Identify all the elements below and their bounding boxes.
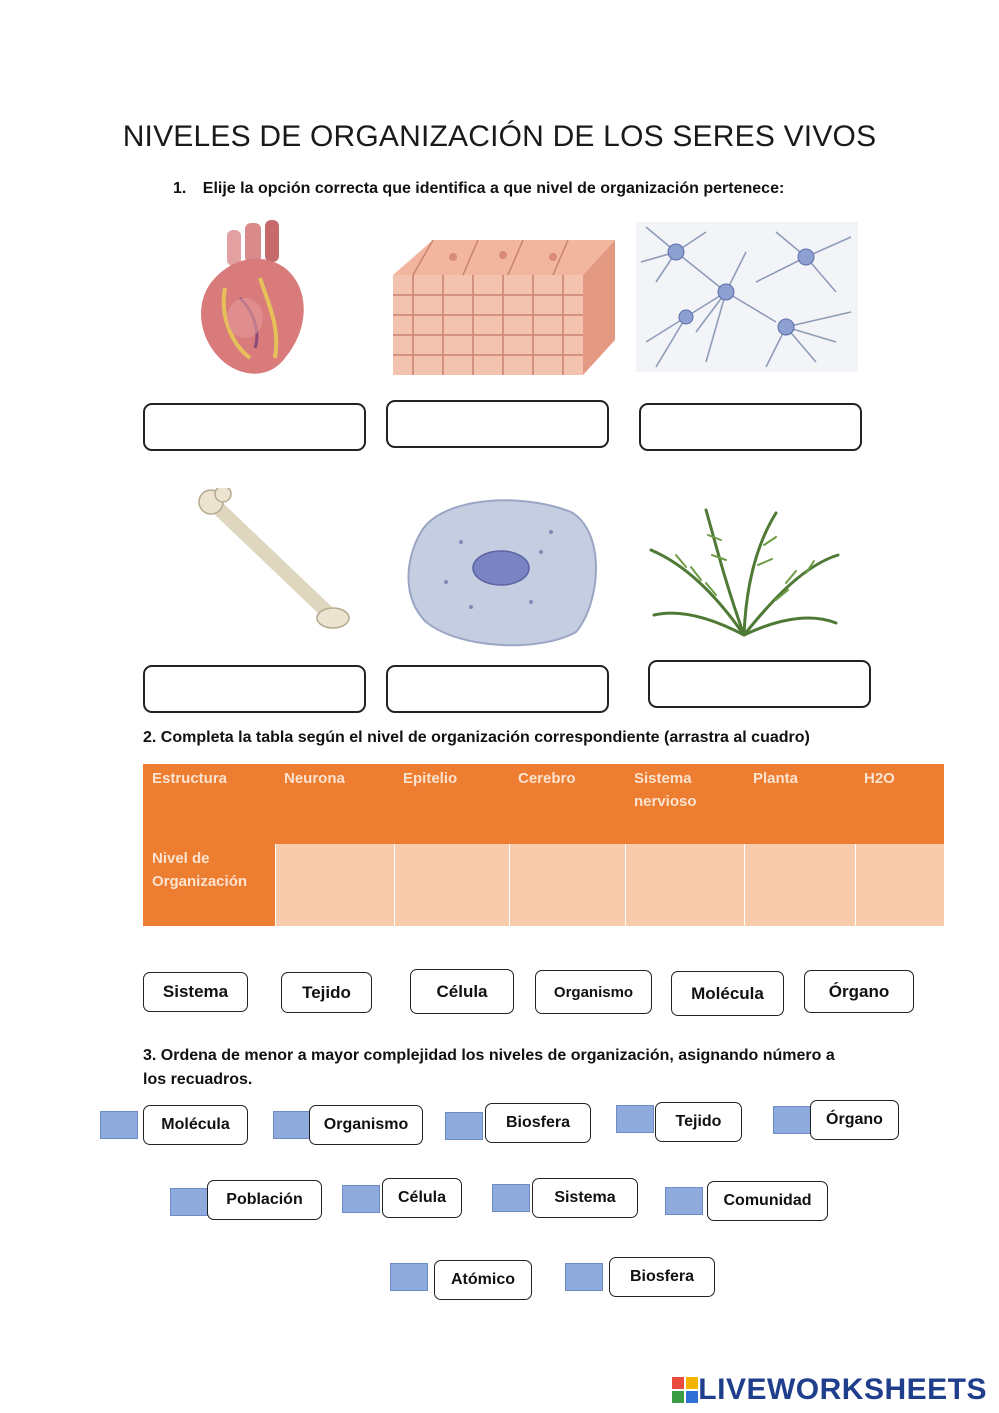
drop-cell-cerebro[interactable] — [509, 844, 625, 926]
order-item-celula: Célula — [382, 1178, 462, 1218]
order-number-box[interactable] — [390, 1263, 428, 1291]
order-item-atomico: Atómico — [434, 1260, 532, 1300]
answer-box-heart[interactable] — [143, 403, 366, 451]
table-header-cell: H2O — [855, 764, 944, 844]
epithelium-tissue-image — [393, 235, 615, 385]
order-item-poblacion: Población — [207, 1180, 322, 1220]
drag-option-tejido[interactable]: Tejido — [281, 972, 372, 1013]
bone-image — [193, 488, 353, 638]
answer-box-plant[interactable] — [648, 660, 871, 708]
order-item-biosfera: Biosfera — [485, 1103, 591, 1143]
table-header-cell: Neurona — [275, 764, 394, 844]
order-item-molecula: Molécula — [143, 1105, 248, 1145]
neurons-image — [636, 222, 858, 372]
drag-option-molecula[interactable]: Molécula — [671, 971, 784, 1016]
order-item-biosfera-2: Biosfera — [609, 1257, 715, 1297]
order-number-box[interactable] — [616, 1105, 654, 1133]
order-number-box[interactable] — [665, 1187, 703, 1215]
order-number-box[interactable] — [492, 1184, 530, 1212]
logo-text: LIVEWORKSHEETS — [698, 1373, 987, 1406]
order-number-box[interactable] — [342, 1185, 380, 1213]
order-number-box[interactable] — [565, 1263, 603, 1291]
order-item-comunidad: Comunidad — [707, 1181, 828, 1221]
drop-cell-h2o[interactable] — [855, 844, 944, 926]
table-header-cell: Epitelio — [394, 764, 509, 844]
question-3 — [143, 1044, 835, 1092]
liveworksheets-logo — [672, 1373, 987, 1407]
drop-cell-planta[interactable] — [744, 844, 855, 926]
question-3-line-2: los recuadros. — [143, 1071, 253, 1088]
drag-option-organo[interactable]: Órgano — [804, 970, 914, 1013]
order-number-box[interactable] — [100, 1111, 138, 1139]
organization-table — [143, 764, 944, 926]
table-row-label: Nivel de Organización — [143, 844, 275, 926]
order-number-box[interactable] — [773, 1106, 811, 1134]
table-header-cell: Sistema nervioso — [625, 764, 744, 844]
order-item-sistema: Sistema — [532, 1178, 638, 1218]
question-1-text: Elije la opción correcta que identifica a que nivel de organización pertenece: — [202, 180, 785, 197]
drop-cell-neurona[interactable] — [275, 844, 394, 926]
order-item-tejido: Tejido — [655, 1102, 742, 1142]
table-answer-row — [143, 844, 944, 926]
table-header-cell: Cerebro — [509, 764, 625, 844]
question-3-line-1: 3. Ordena de menor a mayor complejidad los niveles de organización, asignando número a — [143, 1047, 835, 1064]
page-title: NIVELES DE ORGANIZACIÓN DE LOS SERES VIVOS — [122, 120, 877, 153]
drag-option-sistema[interactable]: Sistema — [143, 972, 248, 1012]
question-1-number: 1. — [173, 180, 187, 197]
answer-box-epithelium[interactable] — [386, 400, 609, 448]
order-number-box[interactable] — [273, 1111, 311, 1139]
drop-cell-sistema-nervioso[interactable] — [625, 844, 744, 926]
order-number-box[interactable] — [445, 1112, 483, 1140]
order-item-organismo: Organismo — [309, 1105, 423, 1145]
liveworksheets-icon — [672, 1377, 698, 1403]
question-1 — [173, 180, 784, 198]
order-item-organo: Órgano — [810, 1100, 899, 1140]
drag-option-celula[interactable]: Célula — [410, 969, 514, 1014]
table-header-row — [143, 764, 944, 844]
order-number-box[interactable] — [170, 1188, 208, 1216]
drag-option-organismo[interactable]: Organismo — [535, 970, 652, 1014]
answer-box-bone[interactable] — [143, 665, 366, 713]
table-header-cell: Planta — [744, 764, 855, 844]
question-2: 2. Completa la tabla según el nivel de organización correspondiente (arrastra al cuadro) — [143, 729, 810, 746]
table-header-cell: Estructura — [143, 764, 275, 844]
cell-image — [401, 492, 605, 650]
answer-box-neurons[interactable] — [639, 403, 862, 451]
answer-box-cell[interactable] — [386, 665, 609, 713]
heart-image — [185, 218, 325, 383]
drop-cell-epitelio[interactable] — [394, 844, 509, 926]
fern-plant-image — [646, 505, 842, 645]
